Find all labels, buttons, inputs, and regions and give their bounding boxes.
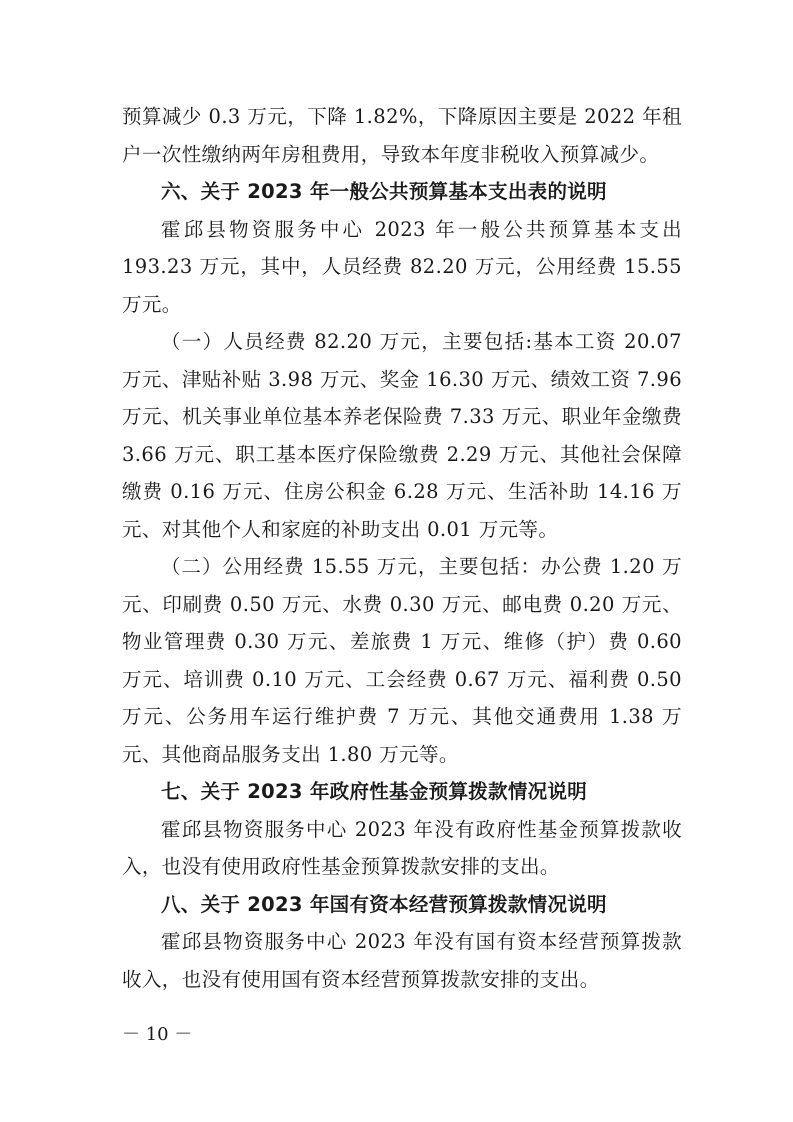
- paragraph-government-fund: 霍邱县物资服务中心 2023 年没有政府性基金预算拨款收入，也没有使用政府性基金预算拨款安排的支出。: [122, 817, 682, 878]
- paragraph-state-capital: 霍邱县物资服务中心 2023 年没有国有资本经营预算拨款收入，也没有使用国有资本经营预算拨款安排的支出。: [122, 930, 682, 991]
- paragraph-personnel-expenses: （一）人员经费 82.20 万元，主要包括:基本工资 20.07 万元、津贴补贴 3.98 万元、奖金 16.30 万元、绩效工资 7.96 万元、机关事业单位基本养老保险费 7.33 万元、职业年金缴费 3.66 万元、职工基本医疗保险缴费 2.29 万元、其他社会保障缴费 0.16 万元、住房公积金 6.28 万元、生活补助 14.16 万元、对其他个人和家庭的补助支出 0.01 万元等。: [122, 330, 682, 541]
- paragraph-public-expenses: （二）公用经费 15.55 万元，主要包括：办公费 1.20 万元、印刷费 0.50 万元、水费 0.30 万元、邮电费 0.20 万元、物业管理费 0.30 万元、差旅费 1 万元、维修（护）费 0.60 万元、培训费 0.10 万元、工会经费 0.67 万元、福利费 0.50 万元、公务用车运行维护费 7 万元、其他交通费用 1.38 万元、其他商品服务支出 1.80 万元等。: [122, 555, 682, 766]
- section-heading-7: 七、关于 2023 年政府性基金预算拨款情况说明: [161, 780, 588, 803]
- paragraph-revenue-decrease: 预算减少 0.3 万元，下降 1.82%，下降原因主要是 2022 年租户一次性缴纳两年房租费用，导致本年度非税收入预算减少。: [122, 105, 682, 166]
- page-number: － 10 －: [122, 1024, 193, 1045]
- section-heading-8: 八、关于 2023 年国有资本经营预算拨款情况说明: [161, 892, 607, 916]
- paragraph-basic-expenditure: 霍邱县物资服务中心 2023 年一般公共预算基本支出 193.23 万元，其中，人员经费 82.20 万元，公用经费 15.55 万元。: [122, 217, 682, 316]
- document-body: [122, 98, 682, 998]
- section-heading-6: 六、关于 2023 年一般公共预算基本支出表的说明: [161, 180, 607, 203]
